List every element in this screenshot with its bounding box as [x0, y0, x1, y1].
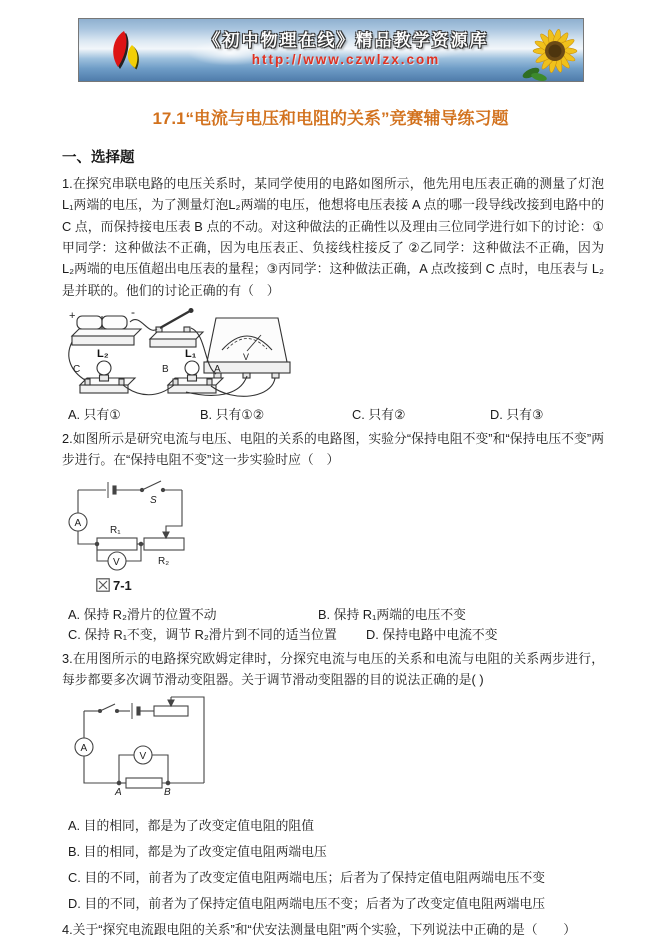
question-2-options-row2 [68, 627, 604, 644]
option-b: B. 只有①② [200, 407, 265, 423]
site-banner [78, 18, 584, 82]
lamp-l2-label: L₂ [97, 348, 109, 361]
fixed-resistor-symbol [117, 778, 204, 788]
figure-number: 7-1 [113, 577, 132, 593]
question-2-options-row1 [68, 607, 604, 624]
question-3-figure [64, 695, 604, 802]
question-1-text: 1.在探究串联电路的电压关系时，某同学使用的电路如图所示，他先用电压表正确的测量了灯泡L₁两端的电压，为了测量灯泡L₂两端的电压，他想将电压表接 A 点的哪一段导线改接到电路中的 C 点，而保持接电压表 B 点的不动。对这种做法的正确性以及理由三位同学进行如下的讨论：①甲同学：这种做法不正确，因为电压表正、负接线柱接反了 ②乙同学：这种做法不正确，因为 L₂两端的电压值超出电压表的量程；③丙同学：这种做法正确，A 点改接到 C 点时，电压表与 L₂是并联的。他们的讨论正确的有（ ） [62, 176, 604, 298]
ammeter-symbol [69, 490, 97, 544]
ammeter-a-label: A [74, 517, 82, 529]
figure-image-icon [96, 578, 110, 592]
question-3-options [68, 815, 604, 912]
battery-pack [72, 316, 141, 345]
worksheet-content [62, 173, 604, 941]
option-d: D. 保持电路中电流不变 [366, 627, 498, 643]
site-logo-icon [103, 27, 143, 73]
site-url-link[interactable]: http://www.czwlzx.com [251, 51, 441, 67]
option-d: D. 目的不同，前者为了保持定值电阻两端电压不变；后者为了改变定值电阻两端电压 [68, 896, 546, 912]
option-a: A. 保持 R₂滑片的位置不动 [68, 606, 217, 622]
point-b-label: B [164, 787, 171, 798]
voltmeter-v-label: V [243, 352, 250, 363]
option-b: B. 保持 R₁两端的电压不变 [318, 606, 466, 622]
option-a: A. 目的相同，都是为了改变定值电阻的阻值 [68, 818, 314, 834]
question-2-figure [64, 476, 604, 593]
lamp-l1-label: L₁ [185, 348, 197, 361]
switch-symbol [84, 704, 130, 713]
question-1 [62, 173, 604, 424]
battery-symbol [78, 482, 140, 498]
option-a: A. 只有① [68, 407, 121, 423]
rheostat-symbol [154, 697, 204, 783]
question-1-options [68, 407, 604, 424]
question-3-text: 3.在用图所示的电路探究欧姆定律时，分探究电流与电压的关系和电流与电阻的关系两步进行，每步都要多次调节滑动变阻器。关于调节滑动变阻器的目的说法正确的是( ) [62, 650, 604, 688]
voltmeter-v-label: V [113, 556, 120, 568]
resistor-r1-symbol [95, 538, 144, 550]
question-2 [62, 428, 604, 644]
sunflower-image [517, 23, 579, 81]
site-name: 《初中物理在线》精品教学资源库 [203, 30, 489, 50]
question-1-figure [64, 306, 604, 403]
figure-caption [96, 578, 604, 593]
option-d: D. 只有③ [490, 407, 544, 423]
option-c: C. 只有② [352, 407, 406, 423]
point-a-label: A [115, 787, 122, 798]
ammeter-a-label: A [80, 743, 88, 755]
knife-switch [150, 309, 203, 348]
banner-text [79, 32, 583, 68]
switch-symbol [140, 481, 182, 492]
ohm-law-circuit-schematic [64, 695, 214, 797]
ohm-circuit-schematic [64, 476, 199, 572]
section-heading: 一、选择题 [62, 150, 135, 166]
battery-symbol [132, 703, 154, 719]
question-4 [62, 919, 604, 940]
resistor-r1-label: R₁ [110, 524, 121, 536]
page-title: 17.1“电流与电压和电阻的关系”竞赛辅导练习题 [152, 109, 509, 128]
series-circuit-photo-diagram [64, 306, 314, 398]
battery-plus-label: + [69, 310, 76, 323]
question-2-text: 2.如图所示是研究电流与电压、电阻的关系的电路图，实验分“保持电阻不变”和“保持电压不变”两步进行。在“保持电阻不变”这一步实验时应（ ） [62, 430, 604, 468]
terminal-b-label: B [162, 364, 169, 376]
question-4-text: 4.关于“探究电流跟电阻的关系”和“伏安法测量电阻”两个实验，下列说法中正确的是（ ） [62, 922, 576, 938]
option-c: C. 保持 R₁不变，调节 R₂滑片到不同的适当位置 [68, 627, 337, 643]
terminal-c-label: C [73, 364, 81, 376]
question-3 [62, 648, 604, 913]
option-b: B. 目的相同，都是为了改变定值电阻两端电压 [68, 844, 327, 860]
terminal-a-label: A [214, 364, 221, 376]
rheostat-r2-label: R₂ [158, 555, 170, 567]
option-c: C. 目的不同，前者为了改变定值电阻两端电压；后者为了保持定值电阻两端电压不变 [68, 870, 546, 886]
battery-minus-label: - [131, 306, 135, 320]
switch-s-label: S [150, 494, 157, 506]
voltmeter-v-label: V [139, 751, 147, 763]
